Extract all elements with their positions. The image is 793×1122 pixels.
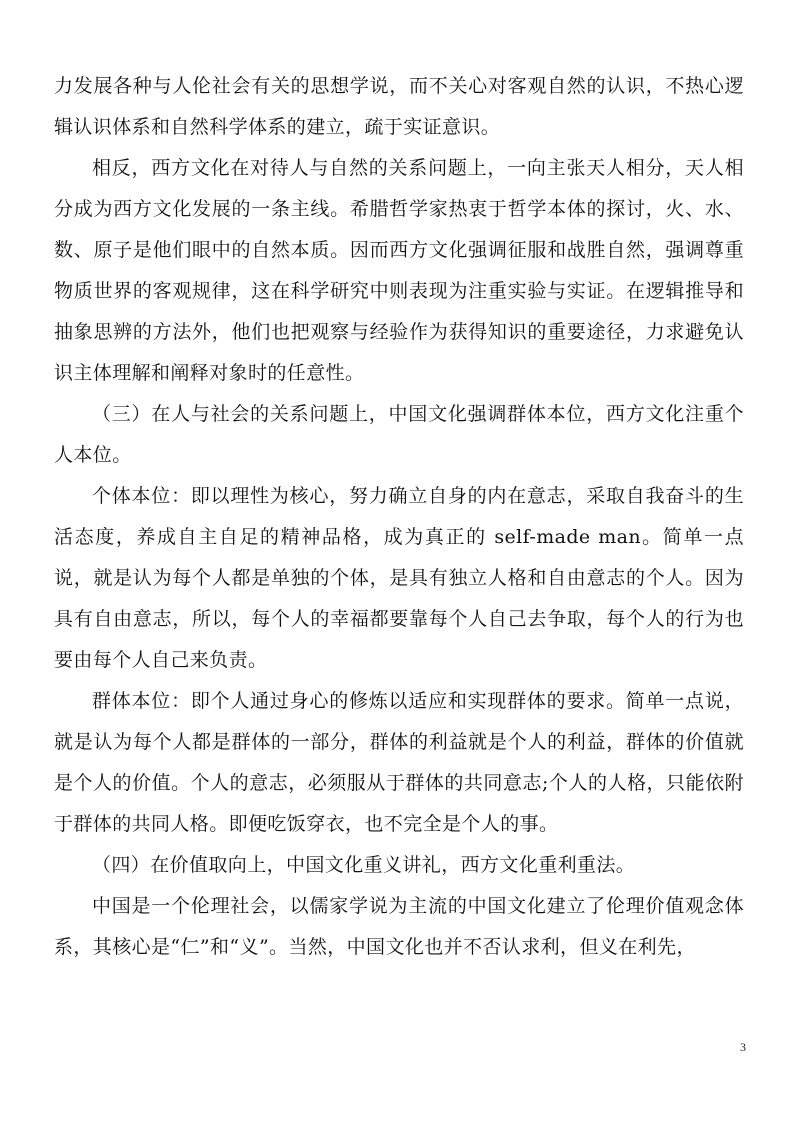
paragraph-group-standard: 群体本位：即个人通过身心的修炼以适应和实现群体的要求。简单一点说，就是认为每个人都是群体的一部分，群体的利益就是个人的利益，群体的价值就是个人的价值。个人的意志，必须服从于群体的共同意志;个人的人格，只能依附于群体的共同人格。即便吃饭穿衣，也不完全是个人的事。 [54,690,744,835]
body-text [54,66,744,968]
paragraph-ethical-society: 中国是一个伦理社会，以儒家学说为主流的中国文化建立了伦理价值观念体系，其核心是“仁”和“义”。当然，中国文化也并不否认求利，但义在利先， [54,895,744,958]
section-heading-4: （四）在价值取向上，中国文化重义讲礼，西方文化重利重法。 [92,854,636,876]
page-number: 3 [740,1040,746,1054]
section-heading-3: （三）在人与社会的关系问题上，中国文化强调群体本位，西方文化注重个人本位。 [54,403,744,466]
paragraph-individual-standard: 个体本位：即以理性为核心，努力确立自身的内在意志，采取自我奋斗的生活态度，养成自主自足的精神品格，成为真正的 self-made man。简单一点说，就是认为每个人都是单独的个体，是具有独立人格和自由意志的个人。因为具有自由意志，所以，每个人的幸福都要靠每个人自己去争取，每个人的行为也要由每个人自己来负责。 [54,485,744,671]
paragraph-continuation: 力发展各种与人伦社会有关的思想学说，而不关心对客观自然的认识，不热心逻辑认识体系和自然科学体系的建立，疏于实证意识。 [54,75,744,138]
paragraph-western-nature: 相反，西方文化在对待人与自然的关系问题上，一向主张天人相分，天人相分成为西方文化发展的一条主线。希腊哲学家热衷于哲学本体的探讨，火、水、数、原子是他们眼中的自然本质。因而西方文化强调征服和战胜自然，强调尊重物质世界的客观规律，这在科学研究中则表现为注重实验与实证。在逻辑推导和抽象思辨的方法外，他们也把观察与经验作为获得知识的重要途径，力求避免认识主体理解和阐释对象时的任意性。 [54,157,744,384]
